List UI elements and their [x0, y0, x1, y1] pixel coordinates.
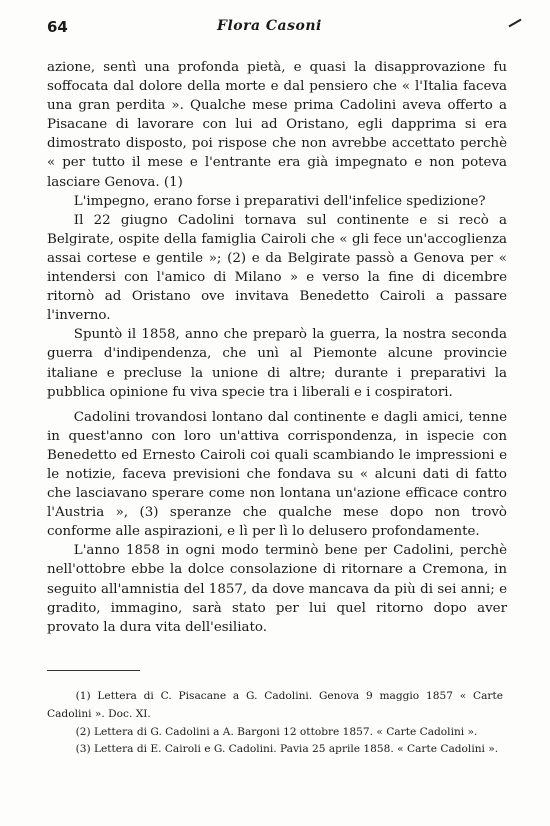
footnote-divider	[47, 670, 140, 671]
paragraph-6: L'anno 1858 in ogni modo terminò bene per Cadolini, perchè nell'ottobre ebbe la dolce consolazione di ritornare a Cremona, in seguito all'amnistia del 1857, da dove mancava da più di sei anni; e gradito, immagino, sarà stato per lui quel ritorno dopo aver provato la dura vita dell'esiliato.	[47, 543, 507, 635]
footnote-3: (3) Lettera di E. Cairoli e G. Cadolini. Pavia 25 aprile 1858. « Carte Cadolini ».	[75, 743, 499, 756]
paragraph-4: Spuntò il 1858, anno che preparò la guerra, la nostra seconda guerra d'indipendenza, che unì al Piemonte alcune provincie italiane e precluse la unione di altre; durante i preparativi la pubblica opinione fu viva specie tra i liberali e i cospiratori.	[47, 327, 507, 400]
paragraph-3: Il 22 giugno Cadolini tornava sul continente e si recò a Belgirate, ospite della famiglia Cairoli che « gli fece un'accoglienza assai cortese e gentile »; (2) e da Belgirate passò a Genova per « intendersi con l'amico di Milano » e verso la fine di dicembre ritornò ad Oristano ove invitava Benedetto Cairoli a passare l'inverno.	[47, 212, 507, 324]
paragraph-1: azione, sentì una profonda pietà, e quasi la disapprovazione fu soffocata dal dolore della morte e dal pensiero che « l'Italia faceva una gran perdita ». Qualche mese prima Cadolini aveva offerto a Pisacane di lavorare con lui ad Oristano, egli dapprima si era dimostrato disposto, poi rispose che non avrebbe accettato perchè « per tutto il mese e l'entrante era già impegnato e non poteva lasciare Genova. (1)	[47, 60, 507, 190]
running-head: Flora Casoni	[217, 18, 322, 34]
paragraph-5: Cadolini trovandosi lontano dal continente e dagli amici, tenne in quest'anno con loro un'attiva corrispondenza, in ispecie con Benedetto ed Ernesto Cairoli coi quali scambiando le impressioni e le notizie, faceva previsioni che fondava su « alcuni dati di fatto che lasciavano sperare come non lontana un'azione efficace contro l'Austria », (3) speranze che qualche mese dopo non trovò conforme alle aspirazioni, e lì per lì lo delusero profondamente.	[47, 409, 507, 540]
paragraph-2: L'impegno, erano forse i preparativi dell'infelice spedizione?	[73, 193, 486, 209]
page-number: 64	[47, 18, 68, 36]
footnote-1: (1) Lettera di C. Pisacane a G. Cadolini. Genova 9 maggio 1857 « Carte Cadolini ». Doc. XI.	[47, 690, 503, 720]
footnote-2: (2) Lettera di G. Cadolini a A. Bargoni 12 ottobre 1857. « Carte Cadolini ».	[75, 725, 478, 738]
body-text	[47, 58, 507, 637]
page-header	[47, 14, 522, 40]
header-mark	[508, 19, 521, 28]
footnotes	[47, 688, 503, 759]
